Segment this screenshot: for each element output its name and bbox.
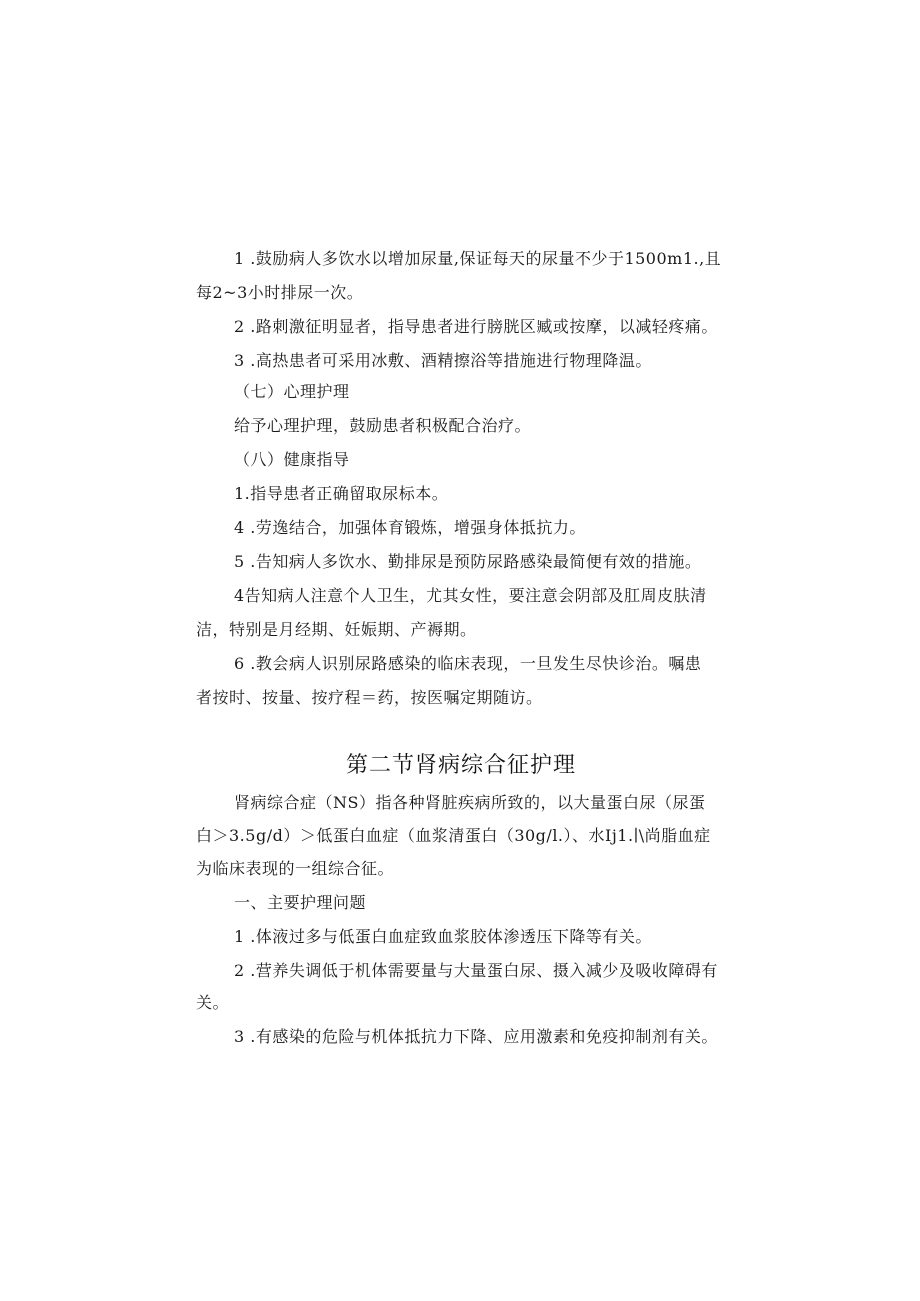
definition-line-1: 肾病综合症（NS）指各种肾脏疾病所致的，以大量蛋白尿（尿蛋 xyxy=(234,793,706,812)
definition-line-2: 白＞3.5g∕d）＞低蛋白血症（血浆清蛋白（30g∕l.）、水Ij1.∣\尚脂血症 xyxy=(196,826,711,845)
guidance-item-hygiene-line-2: 洁，特别是月经期、妊娠期、产褥期。 xyxy=(196,620,477,639)
section-title: 第二节肾病综合征护理 xyxy=(346,753,577,778)
guidance-item-hygiene-line-1: 4告知病人注意个人卫生，尤其女性，要注意会阴部及肛周皮肤清 xyxy=(234,586,707,605)
problem-2-line-2: 关。 xyxy=(196,993,230,1012)
problem-2-line-1: 2 .营养失调低于机体需要量与大量蛋白尿、摄入减少及吸收障碍有 xyxy=(234,961,718,980)
item-1-line-1: 1 .鼓励病人多饮水以增加尿量,保证每天的尿量不少于1500m1.,且 xyxy=(234,249,722,268)
guidance-item-6-line-2: 者按时、按量、按疗程＝药，按医嘱定期随访。 xyxy=(196,688,543,707)
definition-line-3: 为临床表现的一组综合征。 xyxy=(196,859,395,878)
subheading-health-guidance: （八）健康指导 xyxy=(234,450,350,469)
guidance-item-1: 1.指导患者正确留取尿标本。 xyxy=(234,484,449,503)
item-3: 3 .高热患者可采用冰敷、酒精擦浴等措施进行物理降温。 xyxy=(234,351,652,370)
item-1-line-2: 每2~3小时排尿一次。 xyxy=(196,283,364,302)
problem-3: 3 .有感染的危险与机体抵抗力下降、应用激素和免疫抑制剂有关。 xyxy=(234,1027,718,1046)
subheading-main-nursing-problems: 一、主要护理问题 xyxy=(234,893,367,912)
guidance-item-5: 5 .告知病人多饮水、勤排尿是预防尿路感染最简便有效的措施。 xyxy=(234,552,702,571)
problem-1: 1 .体液过多与低蛋白血症致血浆胶体渗透压下降等有关。 xyxy=(234,927,652,946)
guidance-item-6-line-1: 6 .教会病人识别尿路感染的临床表现，一旦发生尽快诊治。嘱患 xyxy=(234,654,702,673)
item-2: 2 .路刺激征明显者，指导患者进行膀胱区臧或按摩，以减轻疼痛。 xyxy=(234,317,718,336)
psychological-care-text: 给予心理护理，鼓励患者积极配合治疗。 xyxy=(234,416,532,435)
subheading-psychological-care: （七）心理护理 xyxy=(234,382,350,401)
guidance-item-4: 4 .劳逸结合，加强体育锻炼，增强身体抵抗力。 xyxy=(234,518,586,537)
